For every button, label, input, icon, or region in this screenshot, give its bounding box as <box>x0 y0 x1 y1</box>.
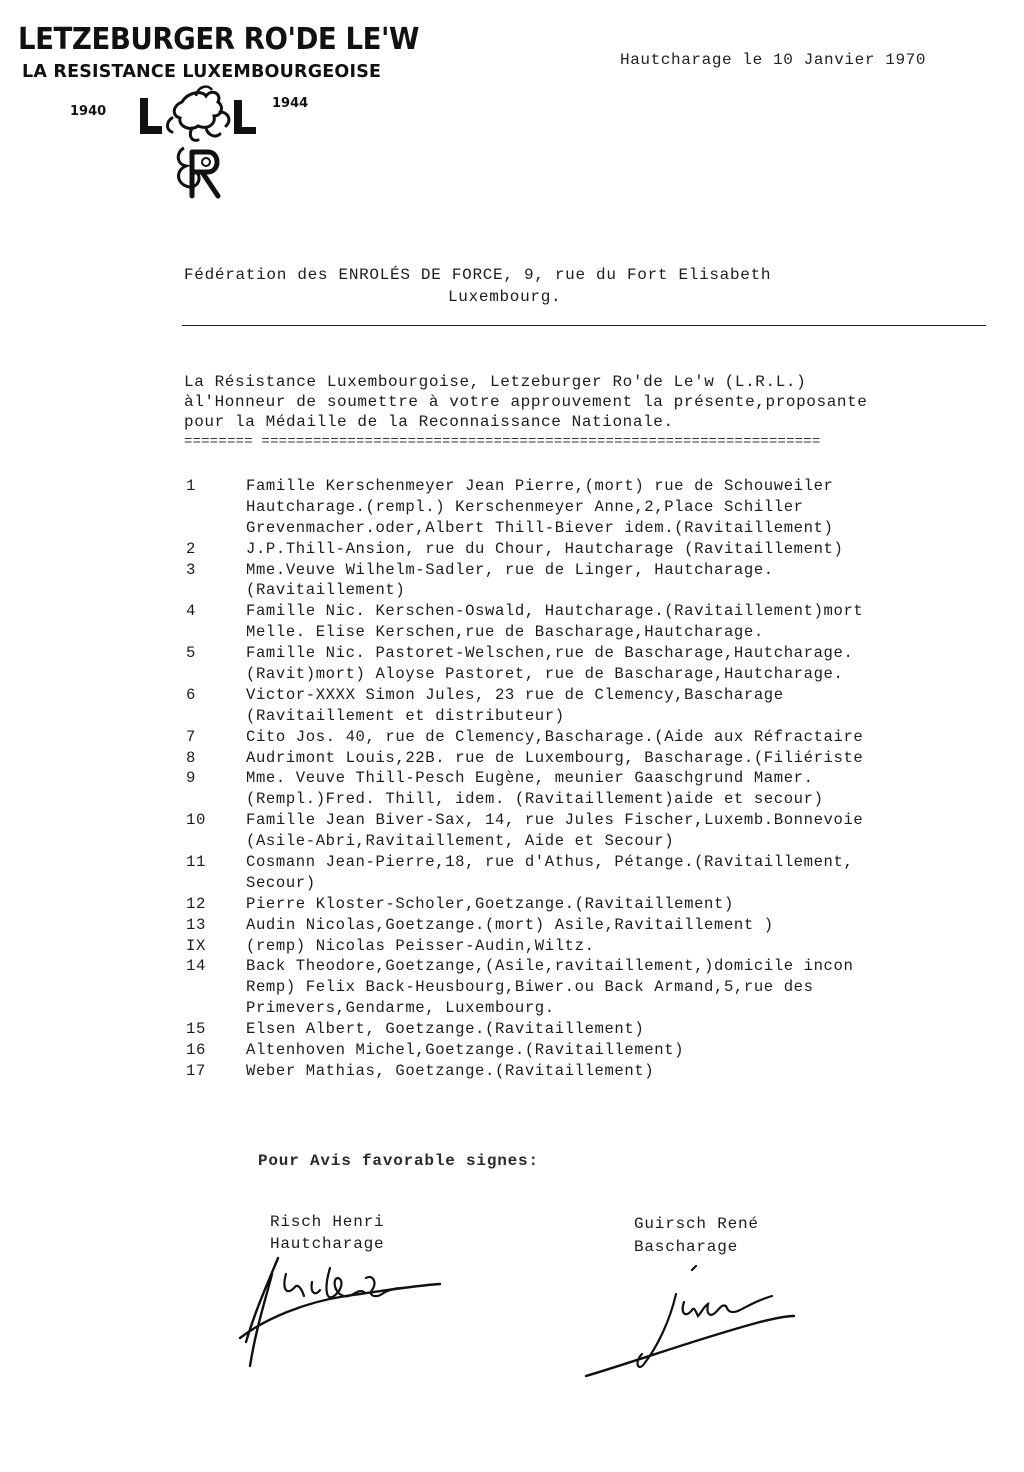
list-item-number: 9 <box>186 769 196 788</box>
list-item-row <box>0 728 1024 749</box>
list-item-text: Remp) Felix Back-Heusbourg,Biwer.ou Back Armand,5,rue des <box>246 978 814 997</box>
list-item-text: Audin Nicolas,Goetzange.(mort) Asile,Ravitaillement ) <box>246 915 774 934</box>
list-item-text: Mme.Veuve Wilhelm-Sadler, rue de Linger, Hautcharage. <box>246 560 774 579</box>
list-item-row <box>0 832 1024 853</box>
list-item-row <box>0 999 1024 1020</box>
list-item-row <box>0 561 1024 582</box>
list-item-number: 2 <box>186 539 196 558</box>
list-item-number: 7 <box>186 727 196 746</box>
list-item-text: Secour) <box>246 873 316 892</box>
signatory-1-place: Hautcharage <box>270 1235 385 1253</box>
separator-line: ======== ================================================================= <box>184 434 821 450</box>
intro-line: àl'Honneur de soumettre à votre approuvement la présente,proposante <box>184 393 868 411</box>
list-item-text: J.P.Thill-Ansion, rue du Chour, Hautcharage (Ravitaillement) <box>246 539 844 558</box>
list-item-row <box>0 937 1024 958</box>
list-item-row <box>0 790 1024 811</box>
list-item <box>0 728 1024 749</box>
list-item-text: Back Theodore,Goetzange,(Asile,ravitaillement,)domicile incon <box>246 957 854 976</box>
signature-1 <box>226 1238 470 1378</box>
list-item-text: Famille Kerschenmeyer Jean Pierre,(mort) rue de Schouweiler <box>246 477 834 495</box>
list-item <box>0 853 1024 895</box>
list-item <box>0 477 1024 540</box>
list-item-text: Weber Mathias, Goetzange.(Ravitaillement) <box>246 1061 655 1080</box>
avis-line: Pour Avis favorable signes: <box>258 1152 539 1170</box>
list-item-text: Famille Jean Biver-Sax, 14, rue Jules Fischer,Luxemb.Bonnevoie <box>246 811 864 830</box>
list-item-row <box>0 707 1024 728</box>
list-item-row <box>0 749 1024 770</box>
list-item-text: (Ravit)mort) Aloyse Pastoret, rue de Bascharage,Hautcharage. <box>246 665 844 684</box>
list-item <box>0 1062 1024 1083</box>
list-item-row <box>0 477 1024 498</box>
list-item-number: 3 <box>186 560 196 579</box>
list-item-text: (Asile-Abri,Ravitaillement, Aide et Secour) <box>246 832 675 851</box>
list-item-number: 4 <box>186 602 196 621</box>
year-end: 1944 <box>272 96 309 111</box>
list-item-text: (Rempl.)Fred. Thill, idem. (Ravitaillement)aide et secour) <box>246 790 824 809</box>
horizontal-rule <box>182 325 986 326</box>
year-start: 1940 <box>70 104 107 119</box>
list-item <box>0 686 1024 728</box>
list-item-row <box>0 853 1024 874</box>
list-item-row <box>0 769 1024 790</box>
nominee-list <box>0 477 1024 1083</box>
list-item-number: 8 <box>186 748 196 767</box>
list-item-row <box>0 895 1024 916</box>
signatory-1-name: Risch Henri <box>270 1213 385 1231</box>
list-item-number: IX <box>186 936 206 955</box>
list-item-number: 15 <box>186 1020 206 1039</box>
list-item-text: (Ravitaillement et distributeur) <box>246 706 565 725</box>
list-item-text: (remp) Nicolas Peisser-Audin,Wiltz. <box>246 936 595 955</box>
list-item <box>0 811 1024 853</box>
list-item-number: 1 <box>186 477 196 495</box>
list-item-number: 5 <box>186 644 196 663</box>
signatory-2-name: Guirsch René <box>634 1215 759 1233</box>
list-item-number: 13 <box>186 915 206 934</box>
list-item-text: Cosmann Jean-Pierre,18, rue d'Athus, Pétange.(Ravitaillement, <box>246 853 854 872</box>
list-item <box>0 1020 1024 1041</box>
list-item-text: Cito Jos. 40, rue de Clemency,Bascharage.(Aide aux Réfractaire <box>246 727 864 746</box>
list-item-text: Grevenmacher.oder,Albert Thill-Biever idem.(Ravitaillement) <box>246 518 834 537</box>
list-item-text: Famille Nic. Kerschen-Oswald, Hautcharage.(Ravitaillement)mort <box>246 602 864 621</box>
place-date: Hautcharage le 10 Janvier 1970 <box>620 51 927 69</box>
list-item <box>0 602 1024 644</box>
list-item-text: Mme. Veuve Thill-Pesch Eugène, meunier Gaaschgrund Mamer. <box>246 769 814 788</box>
list-item-text: Hautcharage.(rempl.) Kerschenmeyer Anne,2,Place Schiller <box>246 497 804 516</box>
list-item-row <box>0 602 1024 623</box>
list-item <box>0 749 1024 770</box>
list-item-text: Elsen Albert, Goetzange.(Ravitaillement) <box>246 1020 645 1039</box>
list-item-number: 6 <box>186 685 196 704</box>
list-item-row <box>0 874 1024 895</box>
list-item <box>0 561 1024 603</box>
addressee-line: Fédération des ENROLÉS DE FORCE, 9, rue du Fort Elisabeth <box>184 266 772 284</box>
list-item-row <box>0 665 1024 686</box>
list-item-text: Altenhoven Michel,Goetzange.(Ravitaillement) <box>246 1041 685 1060</box>
list-item-text: Victor-XXXX Simon Jules, 23 rue de Clemency,Bascharage <box>246 685 784 704</box>
list-item-number: 11 <box>186 853 206 872</box>
list-item-row <box>0 581 1024 602</box>
list-item-row <box>0 498 1024 519</box>
list-item <box>0 540 1024 561</box>
list-item-text: Famille Nic. Pastoret-Welschen,rue de Bascharage,Hautcharage. <box>246 644 854 663</box>
list-item <box>0 895 1024 916</box>
list-item <box>0 957 1024 1020</box>
intro-paragraph <box>184 372 868 432</box>
org-subtitle: LA RESISTANCE LUXEMBOURGEOISE <box>22 62 382 82</box>
list-item-text: Primevers,Gendarme, Luxembourg. <box>246 999 555 1018</box>
list-item-number: 16 <box>186 1041 206 1060</box>
list-item-row <box>0 519 1024 540</box>
list-item <box>0 916 1024 937</box>
list-item-row <box>0 686 1024 707</box>
list-item-text: Melle. Elise Kerschen,rue de Bascharage,Hautcharage. <box>246 623 764 642</box>
list-item-row <box>0 916 1024 937</box>
list-item-row <box>0 978 1024 999</box>
list-item-number: 17 <box>186 1061 206 1080</box>
list-item-number: 12 <box>186 894 206 913</box>
list-item-text: Audrimont Louis,22B. rue de Luxembourg, Bascharage.(Filiériste <box>246 748 864 767</box>
list-item-row <box>0 957 1024 978</box>
intro-line: La Résistance Luxembourgoise, Letzeburger Ro'de Le'w (L.R.L.) <box>184 373 807 391</box>
signatory-2-place: Bascharage <box>634 1238 739 1256</box>
list-item-row <box>0 1041 1024 1062</box>
list-item-row <box>0 811 1024 832</box>
list-item <box>0 769 1024 811</box>
list-item-text: Pierre Kloster-Scholer,Goetzange.(Ravitaillement) <box>246 894 734 913</box>
list-item-number: 14 <box>186 957 206 976</box>
signature-2 <box>580 1256 800 1396</box>
list-item <box>0 644 1024 686</box>
list-item-row <box>0 1062 1024 1083</box>
lion-emblem-icon <box>132 82 282 202</box>
list-item-text: (Ravitaillement) <box>246 581 406 600</box>
list-item-row <box>0 644 1024 665</box>
list-item <box>0 937 1024 958</box>
org-name: LETZEBURGER RO'DE LE'W <box>18 22 419 57</box>
intro-line: pour la Médaille de la Reconnaissance Nationale. <box>184 413 674 431</box>
addressee-city: Luxembourg. <box>448 288 562 306</box>
list-item-row <box>0 623 1024 644</box>
list-item <box>0 1041 1024 1062</box>
list-item-number: 10 <box>186 811 206 830</box>
list-item-row <box>0 1020 1024 1041</box>
list-item-row <box>0 540 1024 561</box>
